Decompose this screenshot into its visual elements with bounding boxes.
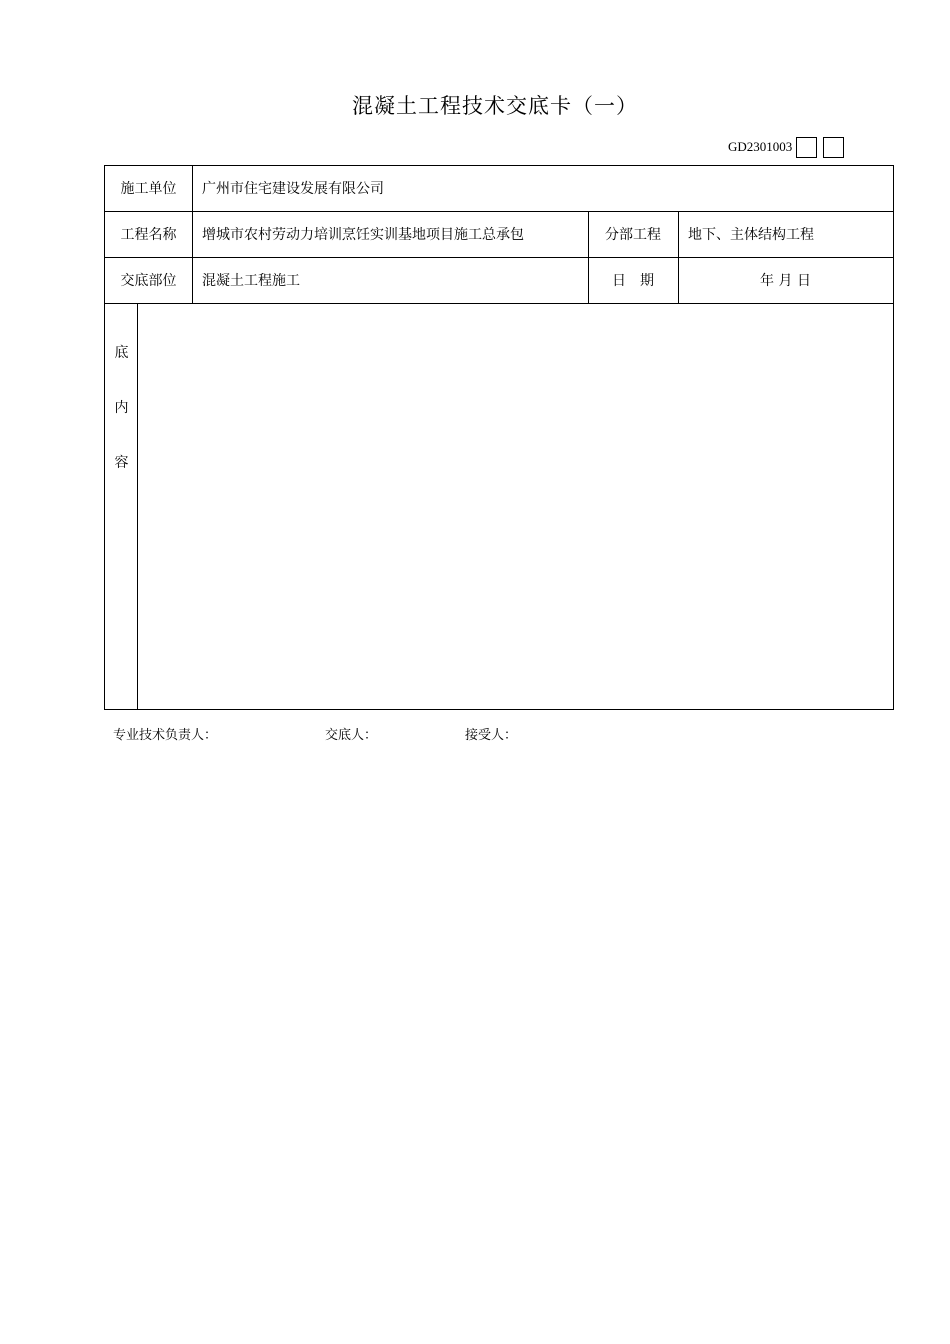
- tech-lead-signature: 专业技术负责人：: [113, 728, 218, 743]
- content-label-char-3: 容: [114, 455, 129, 471]
- construction-unit-value[interactable]: 广州市住宅建设发展有限公司: [202, 181, 384, 197]
- row-divider-3: [105, 303, 893, 304]
- project-name-label: 工程名称: [120, 227, 177, 243]
- discloser-signature: 交底人：: [325, 728, 378, 743]
- col-divider-label: [192, 166, 193, 303]
- col-divider-content: [137, 303, 138, 709]
- content-label-char-1: 底: [114, 345, 129, 361]
- handover-part-value[interactable]: 混凝土工程施工: [202, 273, 300, 289]
- handover-form-table: [104, 165, 894, 710]
- code-checkbox-1[interactable]: [796, 137, 817, 158]
- row-divider-2: [105, 257, 893, 258]
- sub-project-label: 分部工程: [605, 227, 661, 243]
- handover-part-label: 交底部位: [120, 273, 177, 289]
- sub-project-value[interactable]: 地下、主体结构工程: [688, 227, 814, 243]
- content-body[interactable]: [147, 314, 887, 704]
- document-code-row: [728, 136, 850, 158]
- receiver-signature: 接受人：: [465, 728, 518, 743]
- code-checkbox-2[interactable]: [823, 137, 844, 158]
- date-label: 日 期: [612, 273, 654, 289]
- project-name-value[interactable]: 增城市农村劳动力培训烹饪实训基地项目施工总承包: [202, 227, 524, 243]
- construction-unit-label: 施工单位: [120, 181, 177, 197]
- date-value[interactable]: 年 月 日: [760, 273, 811, 289]
- page-title: 混凝土工程技术交底卡（一）: [352, 94, 638, 118]
- content-label-char-2: 内: [114, 400, 129, 416]
- row-divider-1: [105, 211, 893, 212]
- document-code: GD2301003: [728, 139, 793, 154]
